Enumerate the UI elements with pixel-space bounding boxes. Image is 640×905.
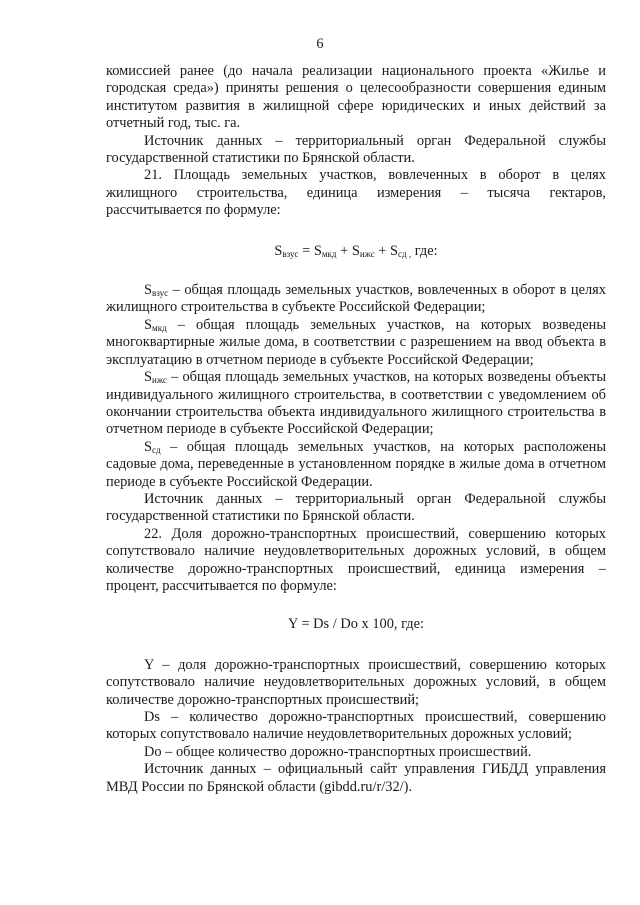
definition-s-mkd (106, 317, 606, 369)
formula-symbol: S (390, 242, 399, 259)
definition-y: Y – доля дорожно-транспортных происшествий, совершению которых сопутствовало наличие неудовлетворительных дорожных условий, в общем количестве дорожно-транспортных происшествий; (106, 656, 606, 708)
definition-symbol: S (144, 369, 153, 386)
page-number: 6 (316, 36, 324, 52)
definition-s-sd (106, 439, 606, 491)
definition-do: Do – общее количество дорожно-транспортных происшествий. (144, 743, 532, 760)
formula-operator: = (298, 242, 314, 259)
definition-subscript: взус (152, 288, 169, 299)
page-body (106, 63, 606, 796)
definition-subscript: сд (152, 444, 161, 455)
paragraph-data-source: Источник данных – официальный сайт управления ГИБДД управления МВД России по Брянской области (gibdd.ru/r/32/). (106, 761, 606, 795)
formula-symbol: S (274, 242, 283, 259)
formula-tail: где: (411, 242, 438, 259)
definition-text: – общая площадь земельных участков, на которых расположены садовые дома, переведенные в установленном порядке в жилые дома в отчетном периоде в субъекте Российской Федерации. (106, 438, 606, 490)
definition-text: – общая площадь земельных участков, на которых возведены объекты индивидуального жилищного строительства, в соответствии с уведомлением об окончании строительства объекта индивидуального жилищного строительства в отчетном периоде в субъекте Российской Федерации; (106, 369, 606, 438)
formula-subscript: мкд (321, 248, 337, 259)
paragraph-data-source: Источник данных – территориальный орган Федеральной службы государственной статистики по Брянской области. (106, 490, 606, 525)
definition-symbol: S (144, 316, 153, 333)
paragraph-data-source: Источник данных – территориальный орган Федеральной службы государственной статистики по Брянской области. (106, 132, 606, 167)
definition-ds: Ds – количество дорожно-транспортных происшествий, совершению которых сопутствовало наличие неудовлетворительных дорожных условий; (106, 709, 606, 743)
formula-subscript: взус (282, 248, 299, 259)
paragraph-item-21: 21. Площадь земельных участков, вовлеченных в оборот в целях жилищного строительства, единица измерения – тысяча гектаров, рассчитывается по формуле: (106, 167, 606, 219)
formula-symbol: S (313, 242, 322, 259)
definition-subscript: мкд (152, 322, 167, 333)
definition-s-izhs (106, 369, 606, 439)
formula-symbol: S (351, 242, 360, 259)
definition-subscript: ижс (152, 375, 167, 386)
formula-operator: + (336, 242, 352, 259)
definition-text: – общая площадь земельных участков, вовлеченных в оборот в целях жилищного строительства в субъекте Российской Федерации; (106, 282, 606, 316)
paragraph-item-22: 22. Доля дорожно-транспортных происшествий, совершению которых сопутствовало наличие неудовлетворительных дорожных условий, в общем количестве дорожно-транспортных происшествий, единица измерения – процент, рассчитывается по формуле: (106, 525, 606, 594)
formula-operator: + (374, 242, 391, 259)
definition-symbol: S (144, 282, 153, 299)
formula-subscript: ижс (359, 248, 375, 259)
formula-subscript: сд , (398, 248, 412, 259)
paragraph-continuation: комиссией ранее (до начала реализации национального проекта «Жилье и городская среда») приняты решения о целесообразности совершения единым институтом развития в жилищной сфере юридических и иных действий за отчетный год, тыс. га. (106, 63, 606, 132)
definition-symbol: S (144, 438, 153, 455)
definition-s-vzus (106, 282, 606, 317)
formula-accident-share: Y = Ds / Do x 100, где: (287, 616, 424, 633)
definition-text: – общая площадь земельных участков, на которых возведены многоквартирные жилые дома, в соответствии с разрешением на ввод объекта в эксплуатацию в отчетном периоде в субъекте Российской Федерации; (106, 316, 606, 368)
formula-land-area (106, 243, 606, 260)
